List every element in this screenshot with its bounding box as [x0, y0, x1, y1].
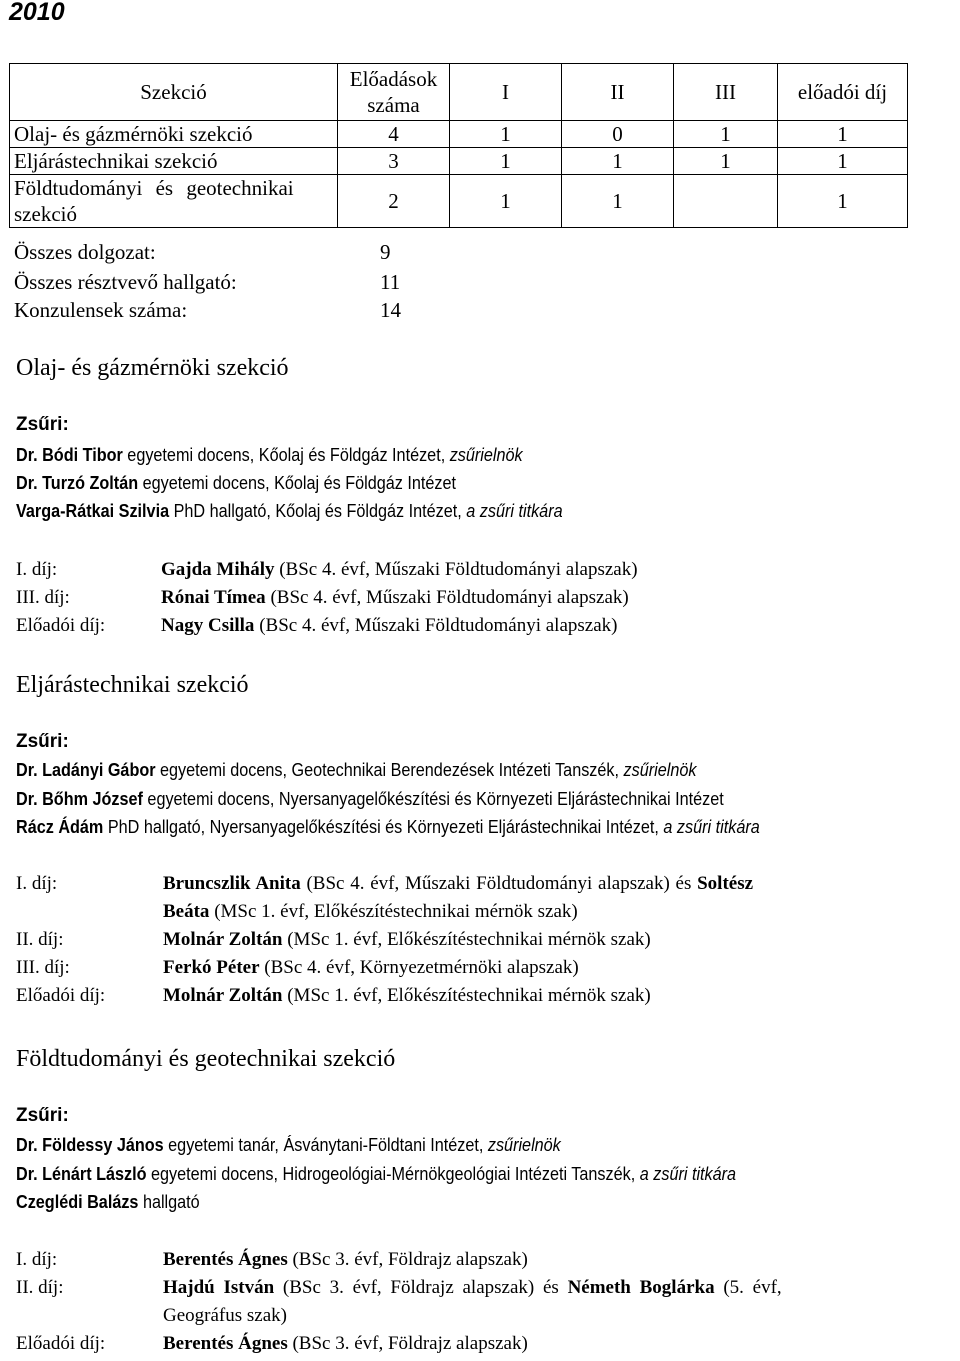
- section-title: Eljárástechnikai szekció: [16, 672, 249, 698]
- jury-label: Zsűri:: [16, 731, 69, 752]
- jury-member: Rácz Ádám PhD hallgató, Nyersanyagelőkészítési és Környezeti Eljárástechnikai Intézet, a zsűri titkára: [16, 817, 760, 837]
- jury-member: Dr. Földessy János egyetemi tanár, Ásványtani-Földtani Intézet, zsűrielnök: [16, 1135, 561, 1155]
- row-speaker: 1: [778, 148, 908, 175]
- jury-label: Zsűri:: [16, 414, 69, 435]
- row-p1: 1: [450, 148, 562, 175]
- summary-value: 14: [380, 298, 401, 322]
- section-title: Földtudományi és geotechnikai szekció: [16, 1046, 396, 1072]
- header-speaker-prize: előadói díj: [778, 64, 908, 121]
- prize-label: I. díj:: [16, 1249, 58, 1270]
- row-talks: 3: [338, 148, 450, 175]
- prize-winner: Gajda Mihály (BSc 4. évf, Műszaki Földtudományi alapszak): [161, 559, 638, 580]
- table-row: [10, 175, 908, 228]
- row-p2: 1: [562, 148, 674, 175]
- prize-winner: Berentés Ágnes (BSc 3. évf, Földrajz alapszak): [163, 1333, 528, 1354]
- jury-member: Dr. Lénárt László egyetemi docens, Hidrogeológiai-Mérnökgeológiai Intézeti Tanszék, a zsűri titkára: [16, 1164, 737, 1184]
- prize-winner-cont: Beáta (MSc 1. évf, Előkészítéstechnikai mérnök szak): [163, 901, 578, 922]
- row-talks: 2: [338, 175, 450, 228]
- prize-winner-cont: Geográfus szak): [163, 1305, 287, 1326]
- prize-label: II. díj:: [16, 929, 64, 950]
- prize-label: III. díj:: [16, 957, 70, 978]
- prize-winner: Hajdú István (BSc 3. évf, Földrajz alapszak) és Németh Boglárka (5. évf,: [163, 1277, 782, 1298]
- prize-label: III. díj:: [16, 587, 70, 608]
- row-p3: [674, 175, 778, 228]
- row-section-name: Olaj- és gázmérnöki szekció: [10, 121, 338, 148]
- prize-winner: Berentés Ágnes (BSc 3. évf, Földrajz alapszak): [163, 1249, 528, 1270]
- prize-label: Előadói díj:: [16, 985, 106, 1006]
- jury-member: Varga-Rátkai Szilvia PhD hallgató, Kőolaj és Földgáz Intézet, a zsűri titkára: [16, 501, 563, 521]
- prize-label: Előadói díj:: [16, 615, 106, 636]
- row-p3: 1: [674, 148, 778, 175]
- prize-label: II. díj:: [16, 1277, 64, 1298]
- jury-member: Dr. Bőhm József egyetemi docens, Nyersanyagelőkészítési és Környezeti Eljárástechnikai Intézet: [16, 789, 724, 809]
- section-stats-table: [9, 63, 908, 228]
- header-prize-2: II: [562, 64, 674, 121]
- row-speaker: 1: [778, 121, 908, 148]
- table-header-row: [10, 64, 908, 121]
- header-prize-1: I: [450, 64, 562, 121]
- row-p2: 0: [562, 121, 674, 148]
- prize-winner: Nagy Csilla (BSc 4. évf, Műszaki Földtudományi alapszak): [161, 615, 618, 636]
- page-year: 2010: [9, 0, 65, 26]
- table-row: [10, 148, 908, 175]
- summary-label: Összes dolgozat:: [14, 240, 156, 264]
- row-section-name: Eljárástechnikai szekció: [10, 148, 338, 175]
- jury-label: Zsűri:: [16, 1105, 69, 1126]
- prize-winner: Molnár Zoltán (MSc 1. évf, Előkészítéstechnikai mérnök szak): [163, 985, 651, 1006]
- row-section-name: Földtudományi és geotechnikai szekció: [10, 175, 338, 228]
- table-row: [10, 121, 908, 148]
- prize-label: Előadói díj:: [16, 1333, 106, 1354]
- summary-label: Konzulensek száma:: [14, 298, 188, 322]
- row-p1: 1: [450, 175, 562, 228]
- summary-label: Összes résztvevő hallgató:: [14, 270, 237, 294]
- header-section: Szekció: [10, 64, 338, 121]
- summary-value: 11: [380, 270, 401, 294]
- header-talks: Előadások száma: [338, 64, 450, 121]
- summary-value: 9: [380, 240, 391, 264]
- row-talks: 4: [338, 121, 450, 148]
- row-p1: 1: [450, 121, 562, 148]
- jury-member: Dr. Ladányi Gábor egyetemi docens, Geotechnikai Berendezések Intézeti Tanszék, zsűrielnök: [16, 760, 697, 780]
- header-prize-3: III: [674, 64, 778, 121]
- prize-winner: Molnár Zoltán (MSc 1. évf, Előkészítéstechnikai mérnök szak): [163, 929, 651, 950]
- row-speaker: 1: [778, 175, 908, 228]
- prize-label: I. díj:: [16, 559, 58, 580]
- prize-winner: Bruncszlik Anita (BSc 4. évf, Műszaki Földtudományi alapszak) és Soltész: [163, 873, 754, 894]
- jury-member: Dr. Bódi Tibor egyetemi docens, Kőolaj és Földgáz Intézet, zsűrielnök: [16, 445, 523, 465]
- prize-winner: Rónai Tímea (BSc 4. évf, Műszaki Földtudományi alapszak): [161, 587, 629, 608]
- row-p3: 1: [674, 121, 778, 148]
- prize-label: I. díj:: [16, 873, 58, 894]
- jury-member: Czeglédi Balázs hallgató: [16, 1192, 200, 1212]
- row-p2: 1: [562, 175, 674, 228]
- jury-member: Dr. Turzó Zoltán egyetemi docens, Kőolaj és Földgáz Intézet: [16, 473, 457, 493]
- section-title: Olaj- és gázmérnöki szekció: [16, 355, 289, 381]
- prize-winner: Ferkó Péter (BSc 4. évf, Környezetmérnöki alapszak): [163, 957, 579, 978]
